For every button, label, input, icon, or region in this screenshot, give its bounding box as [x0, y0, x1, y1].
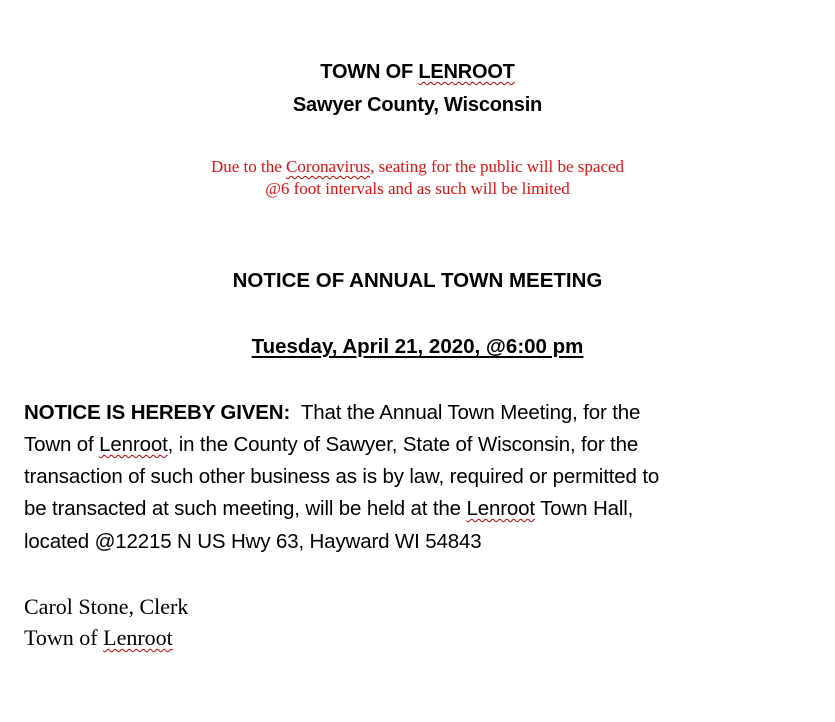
covid-notice-line2: @6 foot intervals and as such will be limited	[265, 179, 570, 198]
notice-line1-text: That the Annual Town Meeting, for the	[290, 401, 641, 424]
notice-body-line-3: transaction of such other business as is by law, required or permitted to	[24, 465, 660, 488]
signature-name: Carol Stone, Clerk	[24, 594, 189, 619]
notice-heading: NOTICE OF ANNUAL TOWN MEETING	[232, 269, 603, 292]
coronavirus-word: Coronavirus	[286, 157, 371, 176]
notice-body-line-2	[24, 433, 638, 457]
town-name: LENROOT	[418, 61, 515, 83]
line4-prefix: be transacted at such meeting, will be held at the	[24, 497, 467, 520]
line2-suffix: , in the County of Sawyer, State of Wisconsin, for the	[167, 433, 639, 456]
covid-line1-suffix: , seating for the public will be spaced	[370, 157, 625, 176]
lenroot-word: Lenroot	[103, 625, 173, 650]
line4-suffix: Town Hall,	[534, 497, 634, 520]
sig-org-prefix: Town of	[24, 625, 104, 650]
line2-prefix: Town of	[24, 433, 100, 456]
lenroot-word: Lenroot	[99, 433, 168, 456]
meeting-date	[0, 335, 835, 359]
notice-lead: NOTICE IS HEREBY GIVEN:	[24, 401, 291, 424]
meeting-date-text: Tuesday, April 21, 2020, @6:00 pm	[251, 335, 584, 358]
county-subtitle: Sawyer County, Wisconsin	[292, 94, 543, 116]
notice-body-line-4	[24, 497, 633, 521]
town-title	[0, 61, 835, 84]
notice-body-line-5: located @12215 N US Hwy 63, Hayward WI 54843	[24, 530, 482, 553]
town-title-prefix: TOWN OF	[320, 61, 419, 83]
covid-line1-prefix: Due to the	[210, 157, 287, 176]
covid-notice-line1	[0, 157, 835, 177]
notice-body-line-1	[24, 401, 640, 425]
lenroot-word: Lenroot	[466, 497, 535, 520]
signature-org	[24, 625, 173, 651]
